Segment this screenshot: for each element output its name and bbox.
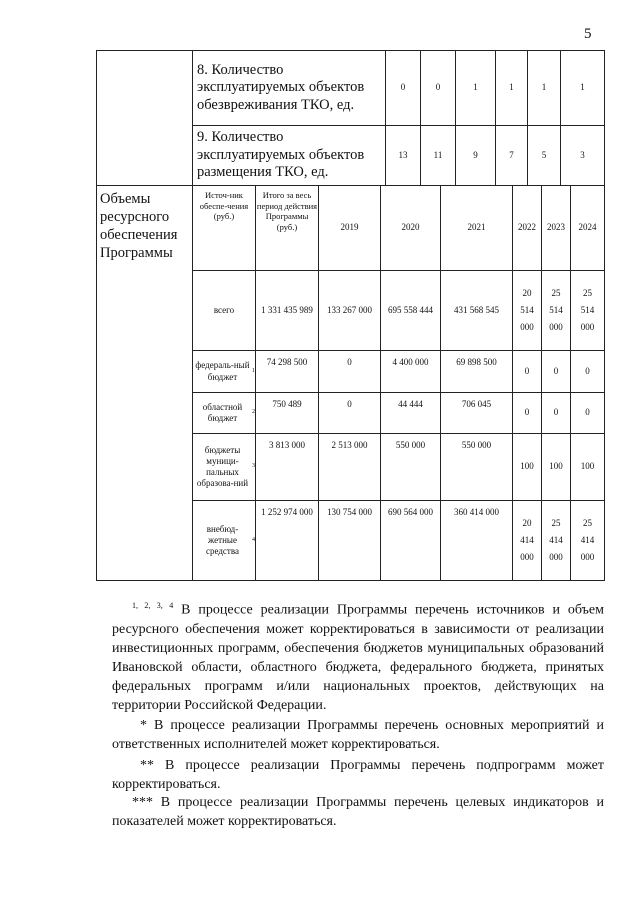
footnote-ref: 1 — [252, 367, 255, 374]
footnote-ref: 4 — [252, 536, 255, 543]
indicator-value: 1 — [560, 50, 605, 126]
source-cell — [192, 392, 256, 434]
value-cell: 133 267 000 — [318, 270, 381, 351]
value-cell: 44 444 — [380, 392, 441, 434]
column-header: 2020 — [380, 185, 441, 271]
source-cell — [192, 350, 256, 393]
source-cell — [192, 270, 256, 351]
empty-cell — [96, 50, 193, 186]
footnote-ref: 3 — [252, 463, 255, 470]
footnote-indicators: *** В процессе реализации Программы перечень целевых индикаторов и показателей может корректироваться. — [112, 795, 604, 829]
footnote-ref: 2 — [252, 409, 255, 416]
indicator-value: 0 — [385, 50, 421, 126]
column-header: 2019 — [318, 185, 381, 271]
value-cell: 0 — [318, 392, 381, 434]
column-header: 2022 — [512, 185, 542, 271]
value-cell: 695 558 444 — [380, 270, 441, 351]
value-cell: 690 564 000 — [380, 500, 441, 581]
indicator-value: 1 — [455, 50, 496, 126]
column-header: 2023 — [541, 185, 571, 271]
value-cell: 0 — [318, 350, 381, 393]
value-cell: 25 514 000 — [570, 270, 605, 351]
indicator-value: 3 — [560, 125, 605, 186]
source-label: всего — [213, 304, 235, 315]
value-cell: 360 414 000 — [440, 500, 513, 581]
value-cell: 550 000 — [440, 433, 513, 501]
source-cell — [192, 433, 256, 501]
value-cell: 0 — [570, 350, 605, 393]
indicator-label: 8. Количество эксплуатируемых объектов обезвреживания ТКО, ед. — [192, 50, 386, 126]
footnote-sources — [112, 596, 604, 715]
column-header: 2024 — [570, 185, 605, 271]
source-label: областной бюджет — [202, 401, 243, 423]
footnote-marks: 1, 2, 3, 4 — [132, 601, 174, 610]
value-cell: 130 754 000 — [318, 500, 381, 581]
value-cell: 20 514 000 — [512, 270, 542, 351]
value-cell: 0 — [541, 392, 571, 434]
value-cell: 25 414 000 — [541, 500, 571, 581]
column-header: Итого за весь период действия Программы (руб.) — [255, 185, 319, 271]
indicator-value: 13 — [385, 125, 421, 186]
resources-title: Объемы ресурсного обеспечения Программы — [96, 185, 193, 581]
value-cell: 25 414 000 — [570, 500, 605, 581]
indicator-value: 5 — [527, 125, 561, 186]
footnote-text: В процессе реализации Программы перечень источников и объем ресурсного обеспечения может корректироваться в зависимости от реализации инвестиционных программ, обеспечения бюджетов муниципальных образований Ивановской области, областного бюджета, федерального бюджета, принятых федеральных программ и/или национальных проектов, действующих на территории Российской Федерации. — [112, 602, 604, 713]
indicator-value: 1 — [495, 50, 528, 126]
value-cell: 74 298 500 — [255, 350, 319, 393]
value-cell: 550 000 — [380, 433, 441, 501]
value-cell: 69 898 500 — [440, 350, 513, 393]
source-label: федераль-ный бюджет — [195, 360, 250, 382]
value-cell: 100 — [512, 433, 542, 501]
value-cell: 1 252 974 000 — [255, 500, 319, 581]
footnote-subprograms: ** В процессе реализации Программы перечень подпрограмм может корректироваться. — [112, 758, 604, 792]
value-cell: 20 414 000 — [512, 500, 542, 581]
value-cell: 4 400 000 — [380, 350, 441, 393]
value-cell: 0 — [512, 392, 542, 434]
value-cell: 750 489 — [255, 392, 319, 434]
indicator-value: 0 — [420, 50, 456, 126]
value-cell: 25 514 000 — [541, 270, 571, 351]
value-cell: 0 — [541, 350, 571, 393]
column-header: 2021 — [440, 185, 513, 271]
value-cell: 0 — [570, 392, 605, 434]
value-cell: 0 — [512, 350, 542, 393]
indicator-value: 7 — [495, 125, 528, 186]
page-number: 5 — [584, 26, 592, 42]
value-cell: 431 568 545 — [440, 270, 513, 351]
indicator-value: 9 — [455, 125, 496, 186]
source-cell — [192, 500, 256, 581]
value-cell: 100 — [541, 433, 571, 501]
indicator-value: 1 — [527, 50, 561, 126]
value-cell: 2 513 000 — [318, 433, 381, 501]
value-cell: 100 — [570, 433, 605, 501]
indicator-label: 9. Количество эксплуатируемых объектов размещения ТКО, ед. — [192, 125, 386, 186]
indicator-value: 11 — [420, 125, 456, 186]
footnote-activities: * В процессе реализации Программы перечень основных мероприятий и ответственных исполнителей может корректироваться. — [112, 718, 604, 752]
value-cell: 3 813 000 — [255, 433, 319, 501]
value-cell: 1 331 435 989 — [255, 270, 319, 351]
column-header: Источ-ник обеспе-чения (руб.) — [192, 185, 256, 271]
source-label: внебюд-жетные средства — [205, 523, 239, 557]
source-label: бюджеты муници-пальных образова-ний — [196, 444, 249, 489]
value-cell: 706 045 — [440, 392, 513, 434]
